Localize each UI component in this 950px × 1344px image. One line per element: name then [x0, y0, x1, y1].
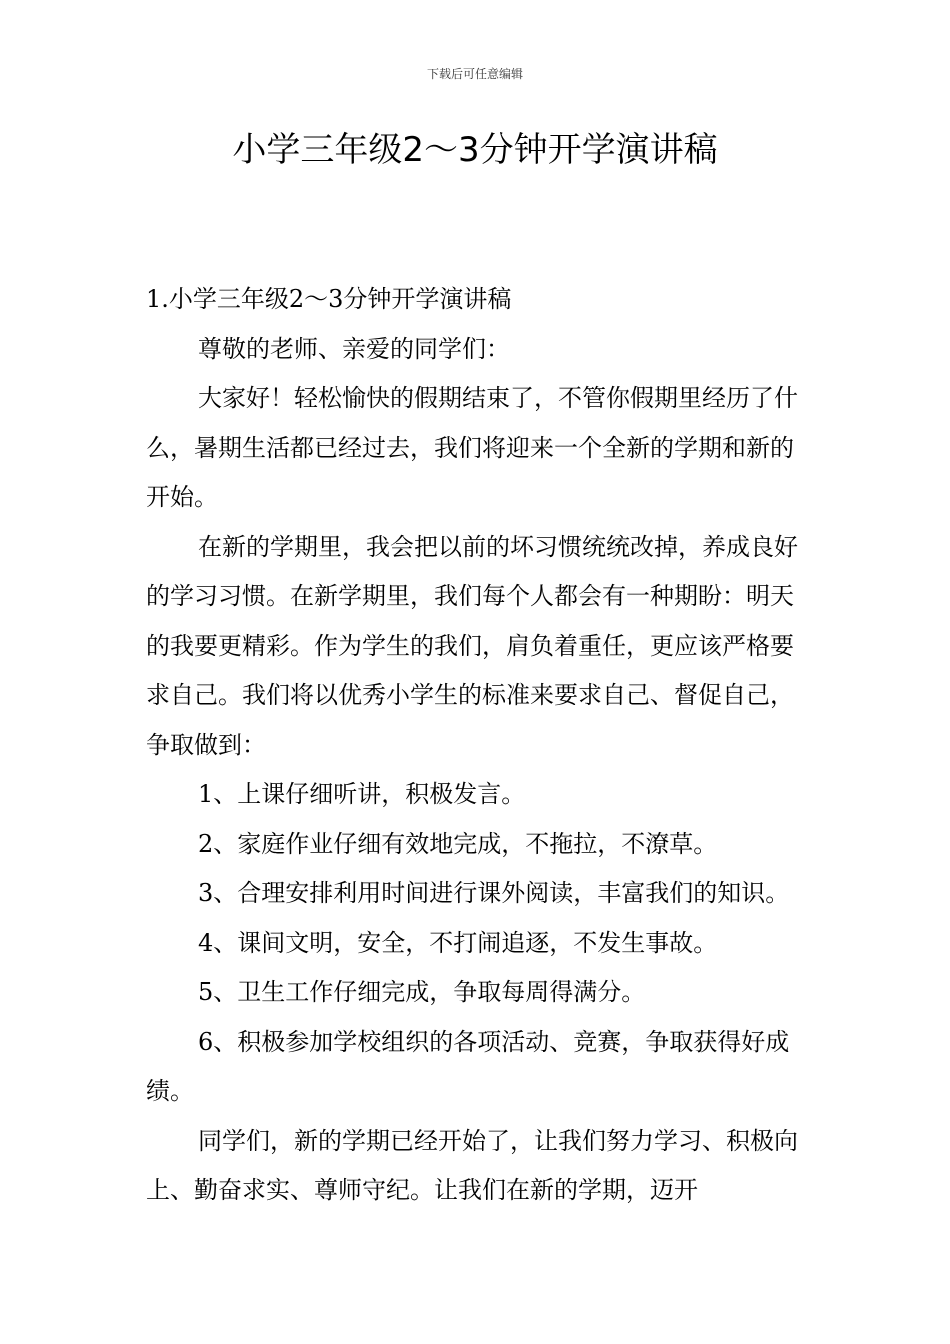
- paragraph-resolution: 在新的学期里，我会把以前的坏习惯统统改掉，养成良好的学习习惯。在新学期里，我们每个人都会有一种期盼：明天的我要更精彩。作为学生的我们，肩负着重任，更应该严格要求自己。我们将以优秀小学生的标准来要求自己、督促自己，争取做到：: [146, 532, 798, 759]
- paragraph-intro: 大家好！轻松愉快的假期结束了，不管你假期里经历了什么，暑期生活都已经过去，我们将迎来一个全新的学期和新的开始。: [146, 384, 798, 511]
- section-heading: 1.小学三年级2～3分钟开学演讲稿: [146, 285, 512, 313]
- paragraph-greeting: 尊敬的老师、亲爱的同学们：: [198, 334, 510, 363]
- header-note: 下载后可任意编辑: [426, 67, 523, 81]
- document-title: 小学三年级2～3分钟开学演讲稿: [232, 130, 718, 170]
- list-item-2: 2、家庭作业仔细有效地完成，不拖拉，不潦草。: [198, 829, 718, 858]
- list-item-1: 1、上课仔细听讲，积极发言。: [198, 780, 526, 808]
- list-item-4: 4、课间文明，安全，不打闹追逐，不发生事故。: [198, 928, 718, 957]
- list-item-3: 3、合理安排利用时间进行课外阅读，丰富我们的知识。: [198, 879, 790, 907]
- list-item-6: 6、积极参加学校组织的各项活动、竞赛，争取获得好成绩。: [146, 1027, 790, 1105]
- paragraph-closing: 同学们，新的学期已经开始了，让我们努力学习、积极向上、勤奋求实、尊师守纪。让我们在新的学期，迈开: [146, 1126, 798, 1204]
- list-item-5: 5、卫生工作仔细完成，争取每周得满分。: [198, 978, 646, 1006]
- document-body: [146, 275, 810, 1216]
